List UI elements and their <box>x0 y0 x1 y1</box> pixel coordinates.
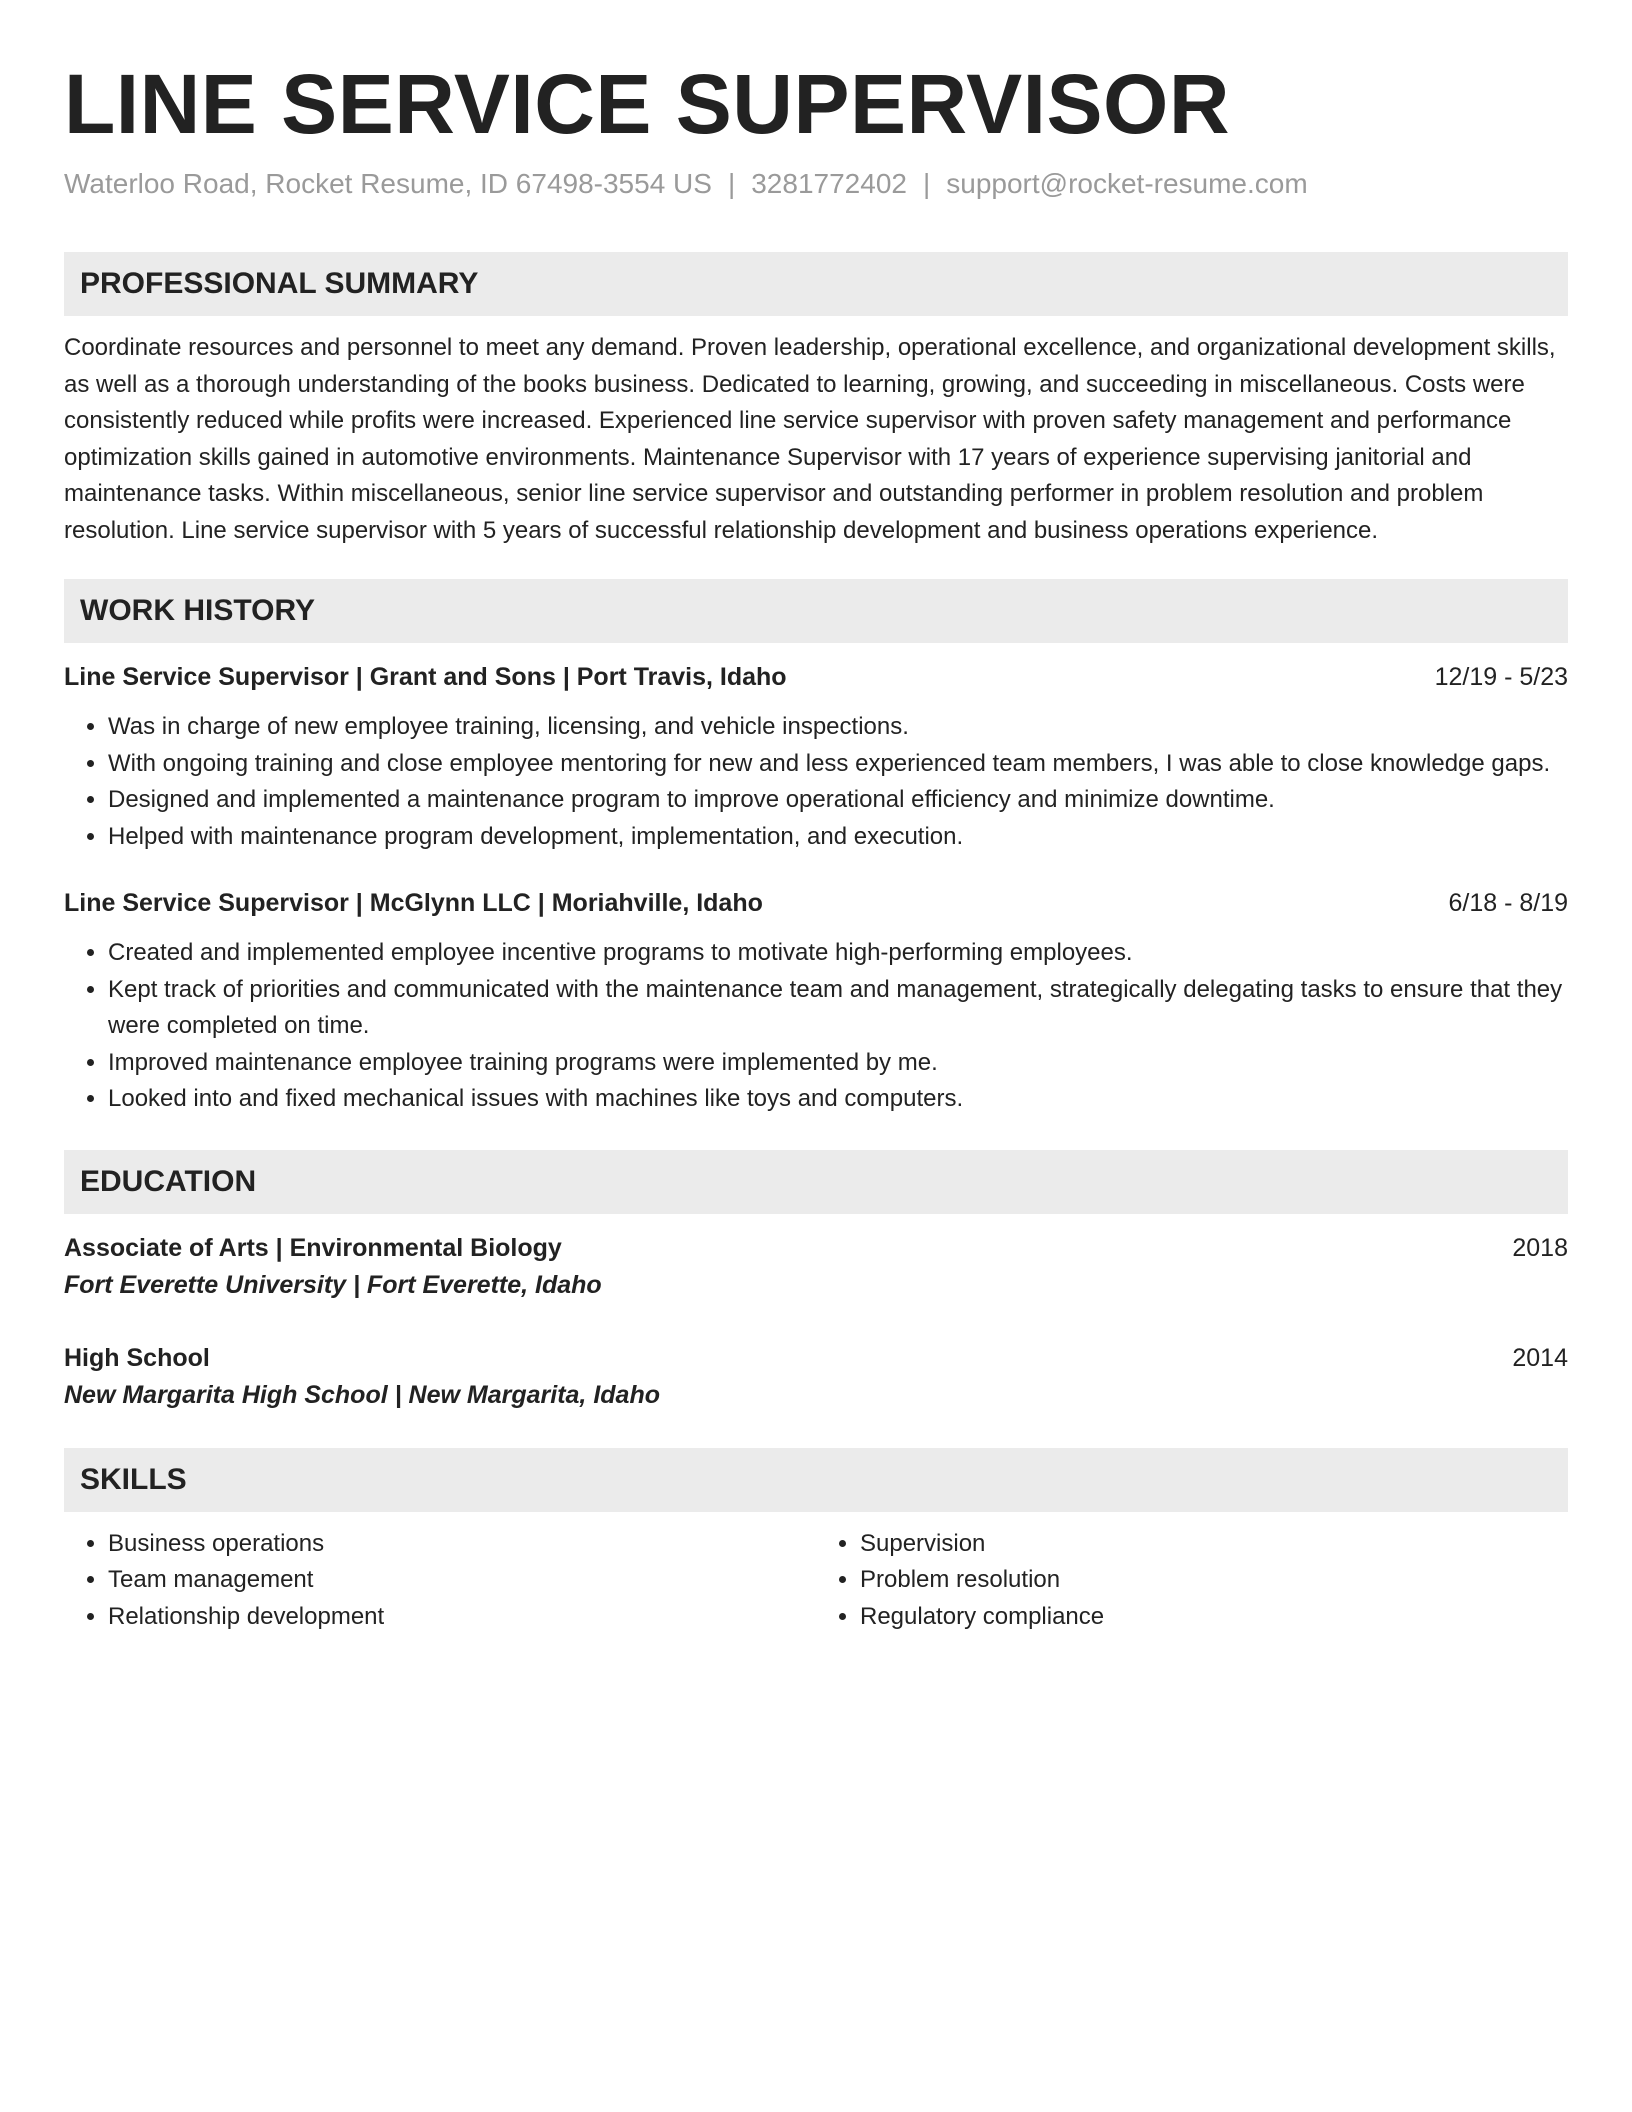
education-header <box>64 1340 1568 1376</box>
skill-item: • Relationship development <box>108 1599 816 1636</box>
candidate-name: LINE SERVICE SUPERVISOR <box>64 57 1231 151</box>
job-bullet: • Looked into and fixed mechanical issues with machines like toys and computers. <box>108 1081 1568 1118</box>
education-degree: High School <box>64 1343 210 1372</box>
skill-item: • Team management <box>108 1562 816 1599</box>
skill-item: • Regulatory compliance <box>860 1599 1568 1636</box>
section-heading-summary: PROFESSIONAL SUMMARY <box>64 252 1568 316</box>
job-bullet: • Kept track of priorities and communicated with the maintenance team and management, strategically delegating tasks to ensure that they were completed on time. <box>108 972 1568 1045</box>
job-bullet: • Was in charge of new employee training, licensing, and vehicle inspections. <box>108 709 1568 746</box>
job-bullets <box>64 709 1568 855</box>
job-entry <box>64 885 1568 1118</box>
skills-column-right <box>816 1526 1568 1636</box>
job-entry <box>64 659 1568 855</box>
skills-column-left <box>64 1526 816 1636</box>
contact-separator: | <box>727 168 736 199</box>
education-degree: Associate of Arts | Environmental Biology <box>64 1233 562 1262</box>
job-dates: 6/18 - 8/19 <box>1448 889 1568 917</box>
skills-list <box>64 1526 1568 1636</box>
education-entry <box>64 1230 1568 1304</box>
skill-item: • Business operations <box>108 1526 816 1563</box>
job-dates: 12/19 - 5/23 <box>1434 663 1568 691</box>
job-title: Line Service Supervisor | Grant and Sons | Port Travis, Idaho <box>64 663 787 691</box>
job-bullet: • Created and implemented employee incentive programs to motivate high-performing employees. <box>108 935 1568 972</box>
job-bullet: • Designed and implemented a maintenance program to improve operational efficiency and minimize downtime. <box>108 782 1568 819</box>
skill-item: • Supervision <box>860 1526 1568 1563</box>
education-school: Fort Everette University | Fort Everette, Idaho <box>64 1270 602 1299</box>
job-title: Line Service Supervisor | McGlynn LLC | Moriahville, Idaho <box>64 889 763 917</box>
skill-item: • Problem resolution <box>860 1562 1568 1599</box>
education-year: 2018 <box>1512 1233 1568 1262</box>
job-bullets <box>64 935 1568 1118</box>
education-year: 2014 <box>1512 1343 1568 1372</box>
section-heading-skills: SKILLS <box>64 1448 1568 1512</box>
job-header <box>64 659 1568 695</box>
job-bullet: • With ongoing training and close employee mentoring for new and less experienced team members, I was able to close knowledge gaps. <box>108 746 1568 783</box>
education-entry <box>64 1340 1568 1414</box>
section-heading-education: EDUCATION <box>64 1150 1568 1214</box>
contact-separator: | <box>922 168 931 199</box>
contact-phone: 3281772402 <box>751 168 907 199</box>
education-header <box>64 1230 1568 1266</box>
contact-address: Waterloo Road, Rocket Resume, ID 67498-3554 US <box>64 168 712 199</box>
contact-line <box>64 166 1568 202</box>
job-header <box>64 885 1568 921</box>
education-school: New Margarita High School | New Margarita, Idaho <box>64 1380 660 1409</box>
section-heading-work-history: WORK HISTORY <box>64 579 1568 643</box>
summary-text: Coordinate resources and personnel to meet any demand. Proven leadership, operational excellence, and organizational development skills, as well as a thorough understanding of the books business. Dedicated to learning, growing, and succeeding in miscellaneous. Costs were consistently reduced while profits were increased. Experienced line service supervisor with proven safety management and performance optimization skills gained in automotive environments. Maintenance Supervisor with 17 years of experience supervising janitorial and maintenance tasks. Within miscellaneous, senior line service supervisor and outstanding performer in problem resolution and problem resolution. Line service supervisor with 5 years of successful relationship development and business operations experience. <box>64 334 1556 544</box>
contact-email: support@rocket-resume.com <box>946 168 1308 199</box>
job-bullet: • Improved maintenance employee training programs were implemented by me. <box>108 1045 1568 1082</box>
job-bullet: • Helped with maintenance program development, implementation, and execution. <box>108 819 1568 856</box>
